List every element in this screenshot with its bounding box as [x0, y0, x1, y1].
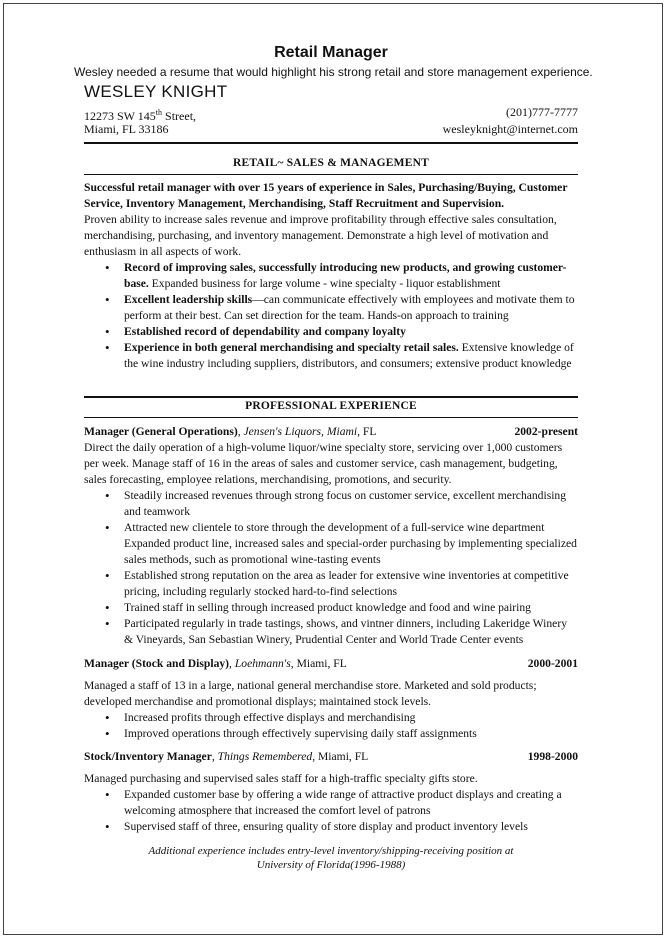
summary-bullets — [84, 260, 578, 372]
list-item: • Participated regularly in trade tastings, shows, and vintner dinners, including Lakeridge Winery & Vineyards, San Sebastian Winery, Prudential Center and World Trade Center events — [84, 616, 578, 648]
divider — [84, 417, 578, 418]
job-header: Manager (Stock and Display), Loehmann's, Miami, FL 2000-2001 — [84, 657, 578, 670]
page-subtitle: Wesley needed a resume that would highlight his strong retail and store management experience. — [74, 65, 593, 79]
job-company: Things Remembered — [217, 750, 313, 763]
list-item: • Excellent leadership skills—can communicate effectively with employees and motivate them to perform at their best. Can set direction for the team. Hands-on approach to training — [84, 292, 578, 324]
job-description: Managed a staff of 13 in a large, national general merchandise store. Marketed and sold products; developed merchandise and promotional displays; maintained stock levels. — [84, 679, 537, 708]
divider — [84, 174, 578, 175]
job-dates: 2002-present — [514, 425, 578, 438]
job-title: Manager (Stock and Display) — [84, 657, 230, 670]
list-item: • Increased profits through effective displays and merchandising — [84, 710, 578, 726]
job-title: Stock/Inventory Manager — [84, 750, 212, 763]
job-entry — [84, 749, 578, 835]
email: wesleyknight@internet.com — [442, 122, 578, 136]
phone: (201)777-7777 — [506, 105, 578, 119]
address-city: Miami, FL 33186 — [84, 122, 169, 136]
list-item: • Steadily increased revenues through strong focus on customer service, excellent merchandising and teamwork — [84, 488, 578, 520]
list-item: • Improved operations through effectively supervising daily staff assignments — [84, 726, 578, 742]
job-description: Direct the daily operation of a high-volume liquor/wine specialty store, servicing over 1,000 customers per week. Manage staff of 16 in the areas of sales and customer service, cash management, budgeting, sales forecasting, employee relations, merchandising, promotions, and security. — [84, 441, 563, 486]
job-dates: 2000-2001 — [527, 657, 578, 670]
summary-intro: Proven ability to increase sales revenue and improve profitability through effective sales consultation, merchandising, purchasing, and inventory management. Demonstrate a high level of motivation and enthusiasm in all aspects of work. — [84, 213, 557, 258]
list-item: • Established record of dependability and company loyalty — [84, 324, 578, 340]
note-line-2: University of Florida(1996-1988) — [256, 859, 406, 871]
job-bullets — [84, 787, 578, 835]
job-location: , Miami, FL — [312, 750, 369, 763]
address-street: 12273 SW 145th Street, — [84, 108, 197, 123]
job-entry — [84, 424, 578, 648]
list-item: • Experience in both general merchandising and specialty retail sales. Extensive knowledge of the wine industry including suppliers, distributors, and consumers; extensive product knowledge — [84, 340, 578, 372]
job-header: Stock/Inventory Manager, Things Remembered, Miami, FL 1998-2000 — [84, 750, 578, 763]
job-location: , Miami, FL — [290, 657, 347, 670]
job-entry — [84, 656, 578, 742]
page-title: Retail Manager — [274, 44, 388, 61]
job-bullets — [84, 710, 578, 742]
list-item: • Attracted new clientele to store through the development of a full-service wine department Expanded product line, increased sales and special-order purchasing by implementing specialized sales methods, such as promotional wine-tasting events — [84, 520, 578, 568]
job-title: Manager (General Operations) — [84, 425, 238, 438]
job-company: Jensen's Liquors, Miami, — [243, 425, 360, 438]
job-location: FL — [359, 425, 377, 438]
list-item: • Record of improving sales, successfully introducing new products, and growing customer-base. Expanded business for large volume - wine specialty - liquor establishment — [84, 260, 578, 292]
summary-intro-bold: Successful retail manager with over 15 years of experience in Sales, Purchasing/Buying, Customer Service, Inventory Management, Merchandising, Staff Recruitment and Supervision. — [84, 181, 568, 210]
note-line-1: Additional experience includes entry-level inventory/shipping-receiving position at — [148, 845, 514, 857]
contact-line-2 — [84, 122, 578, 137]
job-bullets — [84, 488, 578, 648]
job-header: Manager (General Operations), Jensen's Liquors, Miami, FL 2002-present — [84, 425, 578, 438]
additional-experience-note — [84, 844, 578, 872]
job-dates: 1998-2000 — [527, 750, 578, 763]
job-description: Managed purchasing and supervised sales staff for a high-traffic specialty gifts store. — [84, 772, 478, 785]
section-heading-experience: PROFESSIONAL EXPERIENCE — [245, 400, 417, 412]
list-item: • Supervised staff of three, ensuring quality of store display and product inventory levels — [84, 819, 578, 835]
divider — [84, 142, 578, 144]
section-heading-summary: RETAIL~ SALES & MANAGEMENT — [233, 157, 429, 169]
list-item: • Trained staff in selling through increased product knowledge and food and wine pairing — [84, 600, 578, 616]
job-company: Loehmann's — [234, 657, 291, 670]
candidate-name: WESLEY KNIGHT — [84, 82, 228, 101]
list-item: • Expanded customer base by offering a wide range of attractive product displays and creating a welcoming atmosphere that increased the comfort level of patrons — [84, 787, 578, 819]
divider — [84, 396, 578, 398]
summary-section — [84, 180, 578, 372]
list-item: • Established strong reputation on the area as leader for extensive wine inventories at competitive pricing, including regularly stocked hard-to-find selections — [84, 568, 578, 600]
